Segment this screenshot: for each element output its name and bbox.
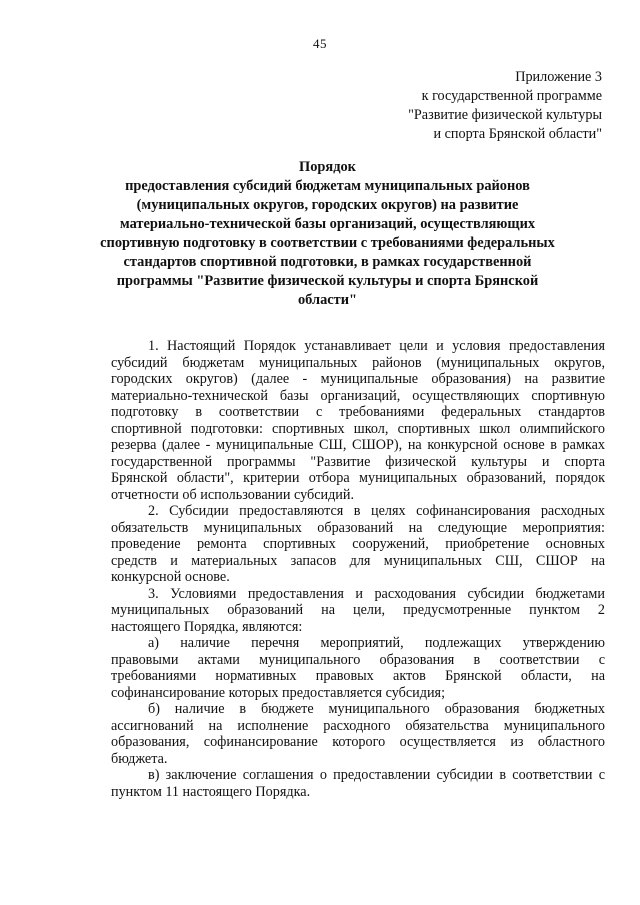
appendix-line: Приложение 3	[515, 69, 602, 85]
paragraph-line: субсидий бюджетам муниципальных районов (муниципальных округов,	[111, 354, 605, 371]
title-line: предоставления субсидий бюджетам муниципальных районов	[125, 178, 530, 194]
document-body	[111, 338, 605, 800]
paragraph-line: правовыми актами муниципального образования в соответствии с	[111, 651, 605, 668]
paragraph-line: конкурсной основе.	[111, 569, 230, 585]
paragraph-line: 3. Условиями предоставления и расходования субсидии бюджетами	[148, 585, 605, 602]
paragraph-line: б) наличие в бюджете муниципального образования бюджетных	[148, 701, 605, 717]
paragraph-line: а) наличие перечня мероприятий, подлежащих утверждению	[148, 635, 605, 651]
document-title	[80, 158, 575, 310]
paragraph-line: средств и материальных запасов для муниципальных СШ, СШОР на	[111, 552, 605, 569]
paragraph-line: материально-технической базы организаций, осуществляющих спортивную	[111, 387, 605, 404]
paragraph-line: спортивной подготовки: спортивных школ, спортивных школ олимпийского	[111, 420, 605, 437]
paragraph-line: в) заключение соглашения о предоставлении субсидии в соответствии с	[148, 767, 605, 783]
title-line: спортивную подготовку в соответствии с требованиями федеральных	[100, 235, 555, 251]
paragraph	[111, 635, 605, 701]
paragraph-line: резерва (далее - муниципальные СШ, СШОР), на конкурсной основе в рамках	[111, 437, 605, 453]
paragraph-line: образования, софинансирование которого осуществляется из областного	[111, 734, 605, 750]
page-number: 45	[313, 36, 327, 51]
paragraph-line: требованиями нормативных правовых актов Брянской области, на	[111, 668, 605, 684]
appendix-note	[408, 68, 602, 144]
paragraph-line: бюджета.	[111, 750, 168, 767]
paragraph-line: пунктом 11 настоящего Порядка.	[111, 783, 311, 800]
paragraph-line: городских округов) (далее - муниципальные образования) на развитие	[111, 371, 605, 387]
paragraph-line: 2. Субсидии предоставляются в целях софинансирования расходных	[148, 503, 605, 519]
title-line: материально-технической базы организаций, осуществляющих	[119, 216, 536, 232]
paragraph-line: отчетности об использовании субсидий.	[111, 486, 355, 503]
paragraph-line: муниципальных образований на цели, предусмотренные пунктом 2	[111, 602, 605, 618]
paragraph	[111, 338, 605, 503]
paragraph-line: 1. Настоящий Порядок устанавливает цели и условия предоставления	[148, 338, 605, 354]
title-line: области"	[297, 292, 358, 308]
paragraph-line: настоящего Порядка, являются:	[111, 618, 303, 635]
paragraph-line: обязательств муниципальных образований на следующие мероприятия:	[111, 519, 605, 536]
paragraph	[111, 701, 605, 767]
paragraph	[111, 503, 605, 586]
title-line: (муниципальных округов, городских округов) на развитие	[136, 197, 519, 213]
title-heading: Порядок	[299, 159, 356, 175]
appendix-line: и спорта Брянской области"	[433, 126, 602, 142]
title-line: программы "Развитие физической культуры и спорта Брянской	[116, 273, 539, 289]
paragraph	[111, 586, 605, 636]
paragraph-line: софинансирование которых предоставляется субсидия;	[111, 684, 446, 701]
paragraph-line: проведение ремонта спортивных сооружений, приобретение основных	[111, 536, 605, 552]
paragraph	[111, 767, 605, 800]
paragraph-line: подготовку в соответствии с требованиями федеральных стандартов	[111, 404, 605, 420]
paragraph-line: Брянской области", критерии отбора муниципальных образований, порядок	[111, 470, 605, 486]
title-line: стандартов спортивной подготовки, в рамках государственной	[123, 254, 532, 270]
appendix-line: к государственной программе	[421, 88, 602, 104]
paragraph-line: государственной программы "Развитие физической культуры и спорта	[111, 453, 605, 470]
paragraph-line: ассигнований на исполнение расходного обязательства муниципального	[111, 717, 605, 734]
appendix-line: "Развитие физической культуры	[408, 107, 602, 123]
